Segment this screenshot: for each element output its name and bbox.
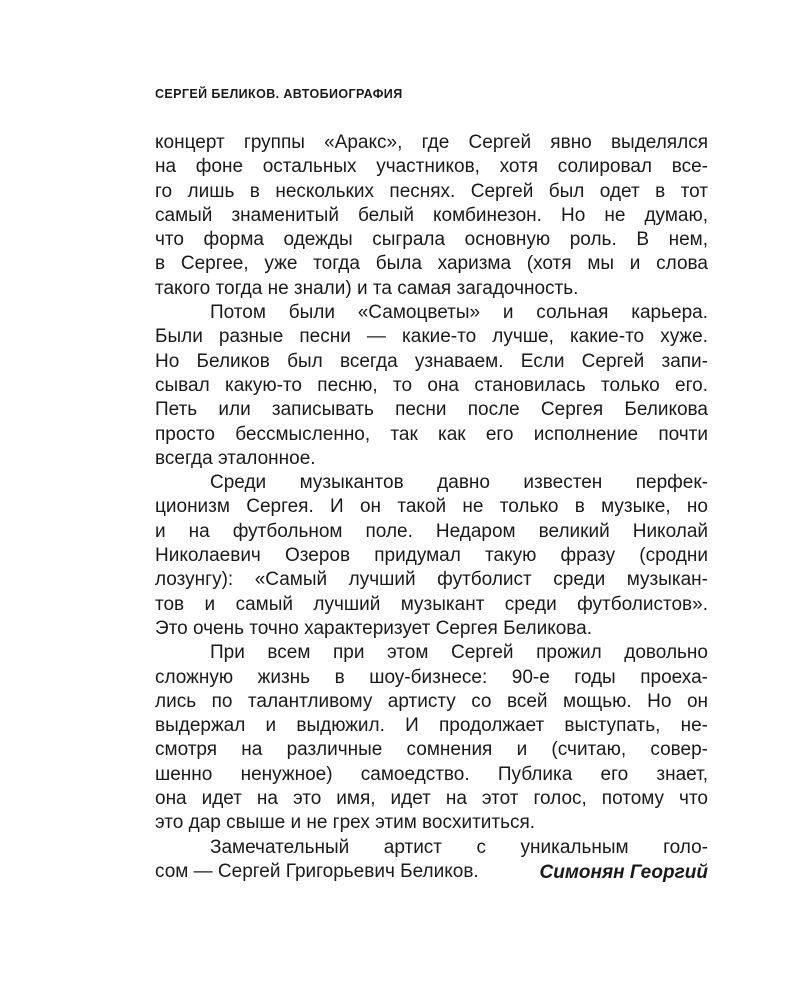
text-line: Замечательный артист с уникальным голо- (210, 836, 708, 858)
text-line: лозунгу): «Самый лучший футболист среди музыкан- (155, 569, 708, 591)
text-line: Потом были «Самоцветы» и сольная карьера. (210, 302, 708, 324)
text-line: лись по талантливому артисту со всей мощью. Но он (155, 690, 708, 712)
text-line: такого тогда не знали) и та самая загадочность. (155, 277, 579, 299)
paragraph (155, 301, 708, 471)
text-line: тов и самый лучший музыкант среди футболистов». (155, 593, 708, 615)
text-line: и на футбольном поле. Недаром великий Николай (155, 520, 708, 542)
text-line: Петь или записывать песни после Сергея Беликова (155, 399, 708, 421)
text-line: это дар свыше и не грех этим восхититься. (155, 812, 536, 834)
text-line: Среди музыкантов давно известен перфек- (210, 472, 708, 494)
text-line: Это очень точно характеризует Сергея Беликова. (155, 617, 593, 639)
running-head: СЕРГЕЙ БЕЛИКОВ. АВТОБИОГРАФИЯ (155, 87, 403, 101)
paragraph (155, 471, 708, 641)
text-line: Николаевич Озеров придумал такую фразу (сродни (155, 545, 708, 567)
text-line: го лишь в нескольких песнях. Сергей был одет в тот (155, 180, 708, 202)
text-line: сом — Сергей Григорьевич Беликов. (155, 860, 479, 882)
body-text (155, 131, 708, 884)
text-line: в Сергее, уже тогда была харизма (хотя мы и слова (155, 253, 708, 275)
text-line: сывал какую-то песню, то она становилась только его. (155, 374, 708, 396)
text-line: шенно ненужное) самоедство. Публика его знает, (155, 763, 708, 785)
text-line: ционизм Сергея. И он такой не только в музыке, но (155, 496, 708, 518)
text-line: Были разные песни — какие-то лучше, какие-то хуже. (155, 326, 708, 348)
paragraph (155, 131, 708, 301)
text-line: концерт группы «Аракс», где Сергей явно выделялся (155, 132, 708, 153)
text-line: просто бессмысленно, так как его исполнение почти (155, 423, 708, 445)
author-signature: Симонян Георгий (539, 862, 708, 883)
text-line: сложную жизнь в шоу-бизнесе: 90-е годы проеха- (155, 666, 708, 688)
text-line: Но Беликов был всегда узнаваем. Если Сергей запи- (155, 350, 708, 372)
text-line: самый знаменитый белый комбинезон. Но не думаю, (155, 204, 708, 226)
text-line: При всем при этом Сергей прожил довольно (210, 642, 708, 664)
text-line: что форма одежды сыграла основную роль. В нем, (155, 229, 708, 251)
text-line: выдержал и выдюжил. И продолжает выступать, не- (155, 715, 708, 737)
text-line: всегда эталонное. (155, 447, 316, 469)
text-line: смотря на различные сомнения и (считаю, совер- (155, 739, 708, 761)
paragraph (155, 641, 708, 835)
text-line: она идет на это имя, идет на этот голос, потому что (155, 788, 708, 810)
text-line: на фоне остальных участников, хотя солировал все- (155, 156, 708, 178)
